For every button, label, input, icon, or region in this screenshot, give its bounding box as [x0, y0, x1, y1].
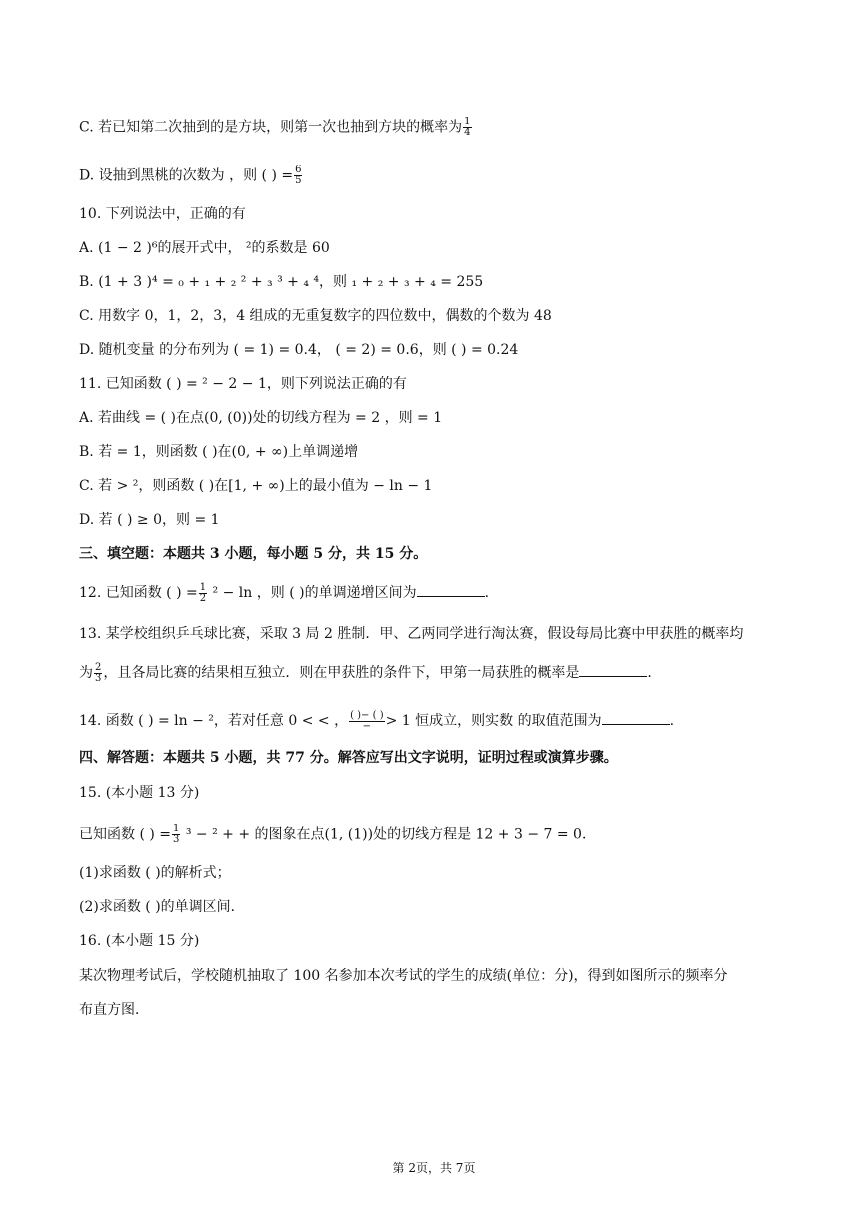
question-12-period: .	[484, 585, 490, 601]
answer-blank	[579, 662, 647, 677]
fraction	[172, 824, 180, 845]
fraction-denominator: 3	[173, 834, 180, 845]
option-9d-text: D. 设抽到黑桃的次数为 ，则 ( ) =	[79, 167, 294, 184]
question-10: 10. 下列说法中，正确的有	[79, 206, 246, 222]
section-answer-heading: 四、解答题：本题共 5 小题，共 77 分。解答应写出文字说明，证明过程或演算步骤。	[79, 750, 618, 766]
question-15-text-b: ³ − ² + + 的图象在点(1, (1))处的切线方程是 12 + 3 − 7 = 0．	[181, 826, 596, 843]
question-15-heading: 15. (本小题 13 分)	[79, 785, 200, 801]
question-14-period: .	[669, 713, 675, 729]
question-12-text-a: 12. 已知函数 ( ) =	[79, 585, 198, 601]
fraction	[94, 663, 102, 684]
question-11: 11. 已知函数 ( ) = ² − 2 − 1，则下列说法正确的有	[79, 376, 407, 392]
question-12-text-b: ² − ln ，则 ( )的单调递增区间为	[208, 585, 417, 601]
question-13-period: .	[647, 665, 652, 681]
question-16-line-2: 布直方图．	[79, 1002, 149, 1018]
question-16-line-1: 某次物理考试后，学校随机抽取了 100 名参加本次考试的学生的成绩(单位：分)，得到如图所示的频率分	[79, 968, 728, 984]
option-11a: A. 若曲线 = ( )在点(0, (0))处的切线方程为 = 2 ，则 = 1	[79, 410, 443, 426]
option-9c-text: C. 若已知第二次抽到的是方块，则第一次也抽到方块的概率为	[79, 119, 463, 136]
fraction-numerator: ( )− ( )	[350, 710, 384, 721]
option-10c: C. 用数字 0，1，2，3，4 组成的无重复数字的四位数中，偶数的个数为 48	[79, 308, 552, 324]
question-13-text-a: 为	[79, 665, 93, 681]
fraction-numerator: 2	[95, 662, 102, 673]
option-11c: C. 若 > ²，则函数 ( )在[1, + ∞)上的最小值为 − ln − 1	[79, 478, 433, 494]
question-13-line-1: 13. 某学校组织乒乓球比赛，采取 3 局 2 胜制．甲、乙两同学进行淘汰赛，假设每局比赛中甲获胜的概率均	[79, 626, 744, 642]
fraction-numerator: 1	[199, 582, 207, 593]
fraction	[349, 711, 385, 732]
question-16-heading: 16. (本小题 15 分)	[79, 933, 200, 949]
option-10d: D. 随机变量 的分布列为 ( = 1) = 0.4， ( = 2) = 0.6，则 ( ) = 0.24	[79, 342, 519, 358]
option-9d	[79, 165, 791, 186]
question-13-text-b: ，且各局比赛的结果相互独立．则在甲获胜的条件下，甲第一局获胜的概率是	[103, 665, 580, 681]
fraction-denominator: 4	[464, 127, 471, 138]
question-13-line-2	[79, 662, 791, 684]
fraction-denominator: 3	[95, 672, 102, 684]
option-9c	[79, 117, 791, 138]
question-15-part-2: (2)求函数 ( )的单调区间．	[79, 899, 245, 915]
question-12	[79, 582, 791, 604]
fraction-numerator: 1	[464, 117, 471, 127]
option-10a: A. (1 − 2 )⁶的展开式中， ²的系数是 60	[79, 240, 330, 256]
question-15-text-a: 已知函数 ( ) =	[79, 826, 172, 843]
fraction	[463, 117, 471, 138]
page-footer: 第 2页，共 7页	[392, 1161, 476, 1175]
fraction	[199, 583, 207, 604]
question-14	[79, 710, 791, 732]
fraction-denominator: −	[362, 720, 372, 732]
question-15-part-1: (1)求函数 ( )的解析式；	[79, 865, 231, 881]
section-fill-in-heading: 三、填空题：本题共 3 小题，每小题 5 分，共 15 分。	[79, 546, 428, 562]
fraction-denominator: 2	[199, 592, 207, 604]
answer-blank	[417, 582, 485, 597]
option-11d: D. 若 ( ) ≥ 0，则 = 1	[79, 512, 220, 528]
answer-blank	[602, 710, 670, 725]
question-15-statement	[79, 824, 791, 845]
option-11b: B. 若 = 1，则函数 ( )在(0, + ∞)上单调递增	[79, 444, 359, 460]
fraction-numerator: 1	[173, 824, 180, 834]
option-10b: B. (1 + 3 )⁴ = ₀ + ₁ + ₂ ² + ₃ ³ + ₄ ⁴，则 ₁ + ₂ + ₃ + ₄ = 255	[79, 274, 484, 290]
fraction-numerator: 6	[295, 165, 302, 175]
fraction	[294, 165, 302, 186]
question-14-text-b: > 1 恒成立，则实数 的取值范围为	[385, 713, 602, 729]
question-14-text-a: 14. 函数 ( ) = ln − ²，若对任意 0 < < ，	[79, 713, 349, 729]
fraction-denominator: 5	[295, 175, 302, 186]
